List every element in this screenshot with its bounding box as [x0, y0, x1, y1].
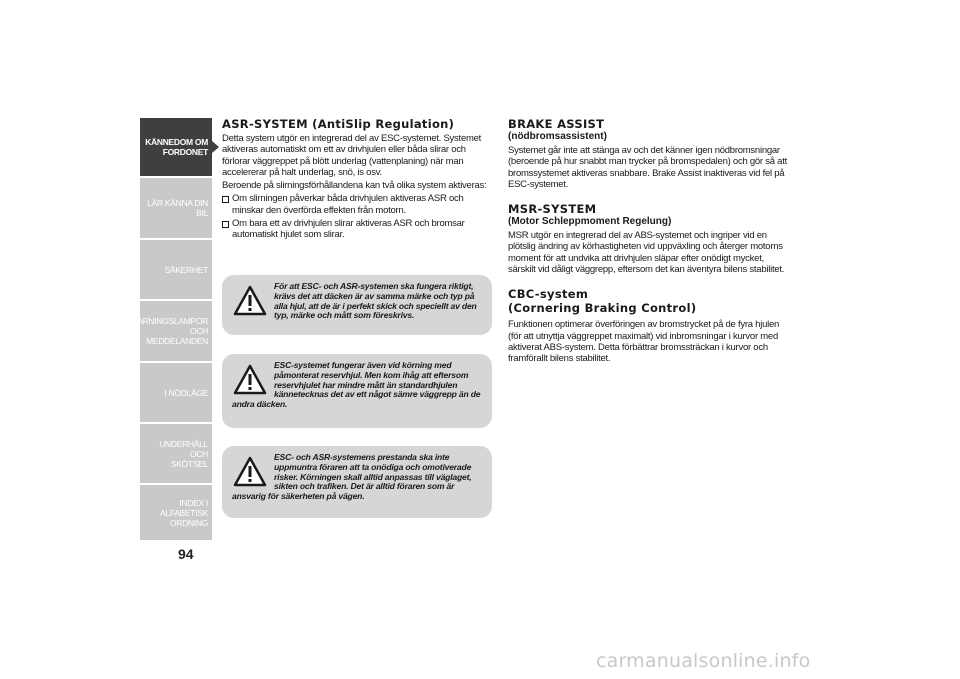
- checkbox-bullet-icon: [222, 196, 229, 203]
- chapter-sidebar: [132, 118, 212, 541]
- asr-heading: ASR-SYSTEM (AntiSlip Regulation): [222, 117, 455, 131]
- list-item: [222, 193, 494, 216]
- watermark: carmanualsonline.info: [596, 650, 811, 672]
- tab-index[interactable]: [140, 485, 212, 541]
- tab-notch: [212, 141, 219, 153]
- msr-paragraph: MSR utgör en integrerad del av ABS-systemet och ingriper vid en plötslig ändring av körhastigheten vid uppväxling och återger motorns moment för att undvika att drivhjulen släpar efter onödigt mycket, särskilt vid dåligt väggrepp, eftersom det kan äventyra bilens stabilitet.: [508, 230, 785, 276]
- tab-underhall-och-skotsel[interactable]: [140, 424, 212, 484]
- warning-box: [222, 354, 492, 428]
- tab-varningslampor[interactable]: [132, 301, 212, 362]
- warning-text: ESC- och ASR-systemens prestanda ska inte uppmuntra föraren att ta onödiga och omotiverade risker. Körningen skall alltid anpassas till väglaget, sikten och trafiken. Det är alltid föraren som är ansvarig för säkerheten på vägen.: [232, 452, 472, 502]
- list-item: [222, 218, 494, 241]
- warning-triangle-icon: [232, 361, 268, 397]
- list-item-text: Om slirningen påverkar båda drivhjulen aktiveras ASR och minskar den överförda effekten från motorn.: [232, 193, 464, 216]
- asr-paragraph: Detta system utgör en integrerad del av ESC-systemet. Systemet aktiveras automatiskt om ett av drivhjulen eller båda slirar och förlorar väggreppet på blött underlag (vattenplaning) när man accelererar på halt underlag, snö, is osv.: [222, 133, 482, 178]
- list-item-text: Om bara ett av drivhjulen slirar aktiveras ASR och bromsar automatiskt hjulet som slirar.: [232, 218, 465, 241]
- warning-box: [222, 446, 492, 518]
- tab-label: INDEX I ALFABETISK ORDNING: [159, 497, 208, 528]
- cbc-paragraph: Funktionen optimerar överföringen av bromstrycket på de fyra hjulen (för att utnyttja väggreppet maximalt) vid inbromsningar i kurvor med aktiverat ABS-system. Detta förbättrar bromssträckan i kurvor och framförallt bilens stabilitet.: [508, 319, 780, 365]
- left-column: [222, 117, 494, 241]
- tab-label: I NÖDLÄGE: [164, 387, 208, 398]
- checkbox-bullet-icon: [222, 221, 229, 228]
- warning-triangle-icon: [232, 453, 268, 489]
- tab-kannedom-om-fordonet[interactable]: [140, 118, 212, 177]
- tab-label: KÄNNEDOM OM FORDONET: [145, 137, 208, 157]
- tab-label: SÄKERHET: [164, 264, 208, 275]
- warning-text: För att ESC- och ASR-systemen ska fungera riktigt, krävs det att däcken är av samma märke och typ på alla hjul, att de är i perfekt skick och speciellt av den typ, märke och mått som föreskrivs.: [274, 281, 477, 321]
- brake-assist-paragraph: Systemet går inte att stänga av och det känner igen nödbromsningar (beroende på hur snabbt man trycker på bromspedalen) och gör så att bromssystemet aktiveras snabbare. Brake Assist inaktiveras vid fel på ESC-systemet.: [508, 145, 787, 190]
- right-column: [508, 117, 790, 365]
- tab-label: VARNINGSLAMPOR OCH MEDDELANDEN: [132, 316, 208, 346]
- brake-assist-subheading: (nödbromsassistent): [508, 131, 607, 142]
- warning-triangle-icon: [232, 282, 268, 318]
- tab-label: UNDERHÅLL OCH SKÖTSEL: [159, 438, 208, 469]
- tab-sakerhet[interactable]: [140, 240, 212, 300]
- warning-box: [222, 275, 492, 335]
- cbc-heading: CBC-system: [508, 287, 589, 302]
- msr-heading: MSR-SYSTEM: [508, 202, 597, 217]
- brake-assist-heading: BRAKE ASSIST: [508, 117, 605, 131]
- page-number: 94: [178, 546, 194, 562]
- tab-lar-kanna-din-bil[interactable]: [140, 178, 212, 239]
- warning-text: ESC-systemet fungerar även vid körning med påmonterat reservhjul. Men kom ihåg att eftersom reservhjulet har mindre mått än standardhjulen kännetecknas det av ett något sämre väggrepp än de andra däcken.: [232, 360, 481, 410]
- msr-subheading: (Motor Schleppmoment Regelung): [508, 216, 672, 228]
- tab-i-nodlage[interactable]: [140, 363, 212, 423]
- cbc-heading-2: (Cornering Braking Control): [508, 301, 697, 316]
- asr-paragraph-2: Beroende på slirningsförhållandena kan två olika system aktiveras:: [222, 180, 487, 192]
- tab-label: LÄR KÄNNA DIN BIL: [147, 198, 208, 218]
